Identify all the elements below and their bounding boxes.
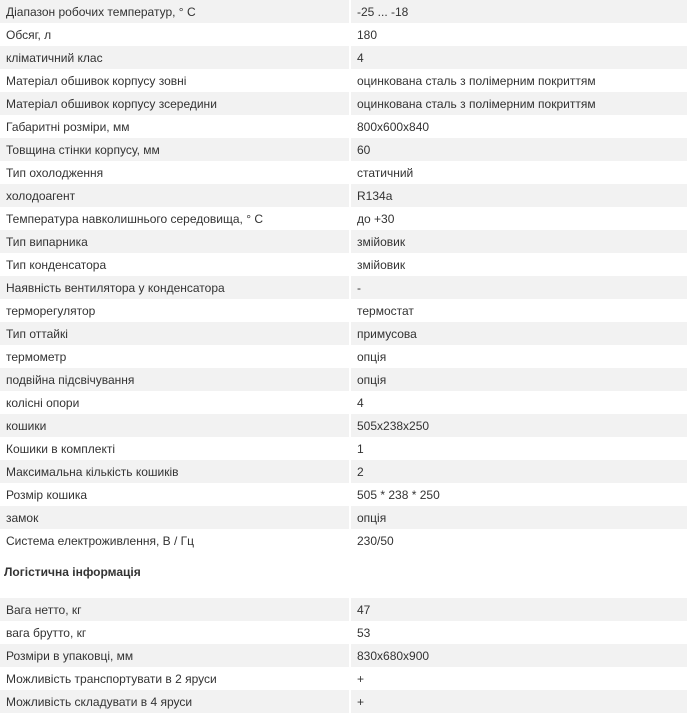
spec-label: Розмір кошика (0, 483, 350, 506)
table-row (0, 184, 687, 207)
table-row (0, 23, 687, 46)
spec-label: Тип випарника (0, 230, 350, 253)
spec-label: Тип оттайкі (0, 322, 350, 345)
spec-value: опція (350, 506, 687, 529)
table-row (0, 253, 687, 276)
spec-value: 53 (350, 621, 687, 644)
table-row (0, 690, 687, 713)
table-row (0, 414, 687, 437)
table-row (0, 437, 687, 460)
spec-value: 60 (350, 138, 687, 161)
spec-label: замок (0, 506, 350, 529)
spec-label: холодоагент (0, 184, 350, 207)
spec-label: Матеріал обшивок корпусу зовні (0, 69, 350, 92)
spec-label: Тип конденсатора (0, 253, 350, 276)
table-row (0, 230, 687, 253)
spec-label: кошики (0, 414, 350, 437)
spec-label: термометр (0, 345, 350, 368)
spec-value: змійовик (350, 253, 687, 276)
spec-value: 4 (350, 46, 687, 69)
table-row (0, 115, 687, 138)
spec-label: Розміри в упаковці, мм (0, 644, 350, 667)
spec-value: 1 (350, 437, 687, 460)
table-row (0, 46, 687, 69)
table-row (0, 299, 687, 322)
table-row (0, 322, 687, 345)
table-row (0, 529, 687, 552)
spec-label: Матеріал обшивок корпусу зсередини (0, 92, 350, 115)
spec-value: 47 (350, 598, 687, 621)
spec-value: 800х600х840 (350, 115, 687, 138)
table-row (0, 391, 687, 414)
table-row (0, 138, 687, 161)
logistics-title: Логістична інформація (4, 565, 141, 579)
spec-value: 2 (350, 460, 687, 483)
spec-label: подвійна підсвічування (0, 368, 350, 391)
table-row (0, 621, 687, 644)
spec-value: + (350, 667, 687, 690)
spec-value: R134a (350, 184, 687, 207)
spec-value: 505х238х250 (350, 414, 687, 437)
spec-label: Обсяг, л (0, 23, 350, 46)
table-row (0, 483, 687, 506)
table-row (0, 207, 687, 230)
table-row (0, 598, 687, 621)
table-row (0, 161, 687, 184)
spec-label: Товщина стінки корпусу, мм (0, 138, 350, 161)
spec-value: 4 (350, 391, 687, 414)
spec-value: -25 ... -18 (350, 0, 687, 23)
spec-value: примусова (350, 322, 687, 345)
table-row (0, 69, 687, 92)
spec-value: термостат (350, 299, 687, 322)
table-row (0, 0, 687, 23)
spec-value: 180 (350, 23, 687, 46)
spec-label: колісні опори (0, 391, 350, 414)
spec-label: Можливість транспортувати в 2 яруси (0, 667, 350, 690)
spec-label: Габаритні розміри, мм (0, 115, 350, 138)
logistics-table (0, 598, 687, 713)
table-row (0, 460, 687, 483)
spec-label: Тип охолодження (0, 161, 350, 184)
spec-value: + (350, 690, 687, 713)
spec-label: Кошики в комплекті (0, 437, 350, 460)
spec-label: Температура навколишнього середовища, ° C (0, 207, 350, 230)
spec-value: 830х680х900 (350, 644, 687, 667)
spec-label: кліматичний клас (0, 46, 350, 69)
table-row (0, 92, 687, 115)
spec-value: до +30 (350, 207, 687, 230)
logistics-table-body (0, 598, 687, 713)
spec-value: статичний (350, 161, 687, 184)
spec-label: Система електроживлення, В / Гц (0, 529, 350, 552)
spec-value: 230/50 (350, 529, 687, 552)
spec-value: оцинкована сталь з полімерним покриттям (350, 92, 687, 115)
table-row (0, 368, 687, 391)
table-row (0, 667, 687, 690)
spec-label: Наявність вентилятора у конденсатора (0, 276, 350, 299)
spec-value: оцинкована сталь з полімерним покриттям (350, 69, 687, 92)
table-row (0, 276, 687, 299)
table-row (0, 345, 687, 368)
spec-label: терморегулятор (0, 299, 350, 322)
spec-value: опція (350, 345, 687, 368)
table-row (0, 506, 687, 529)
spec-label: Діапазон робочих температур, ° C (0, 0, 350, 23)
spec-label: вага брутто, кг (0, 621, 350, 644)
spec-value: 505 * 238 * 250 (350, 483, 687, 506)
spec-value: опція (350, 368, 687, 391)
table-row (0, 644, 687, 667)
spec-value: змійовик (350, 230, 687, 253)
spec-label: Вага нетто, кг (0, 598, 350, 621)
spec-value: - (350, 276, 687, 299)
spec-label: Максимальна кількість кошиків (0, 460, 350, 483)
spec-label: Можливість складувати в 4 яруси (0, 690, 350, 713)
